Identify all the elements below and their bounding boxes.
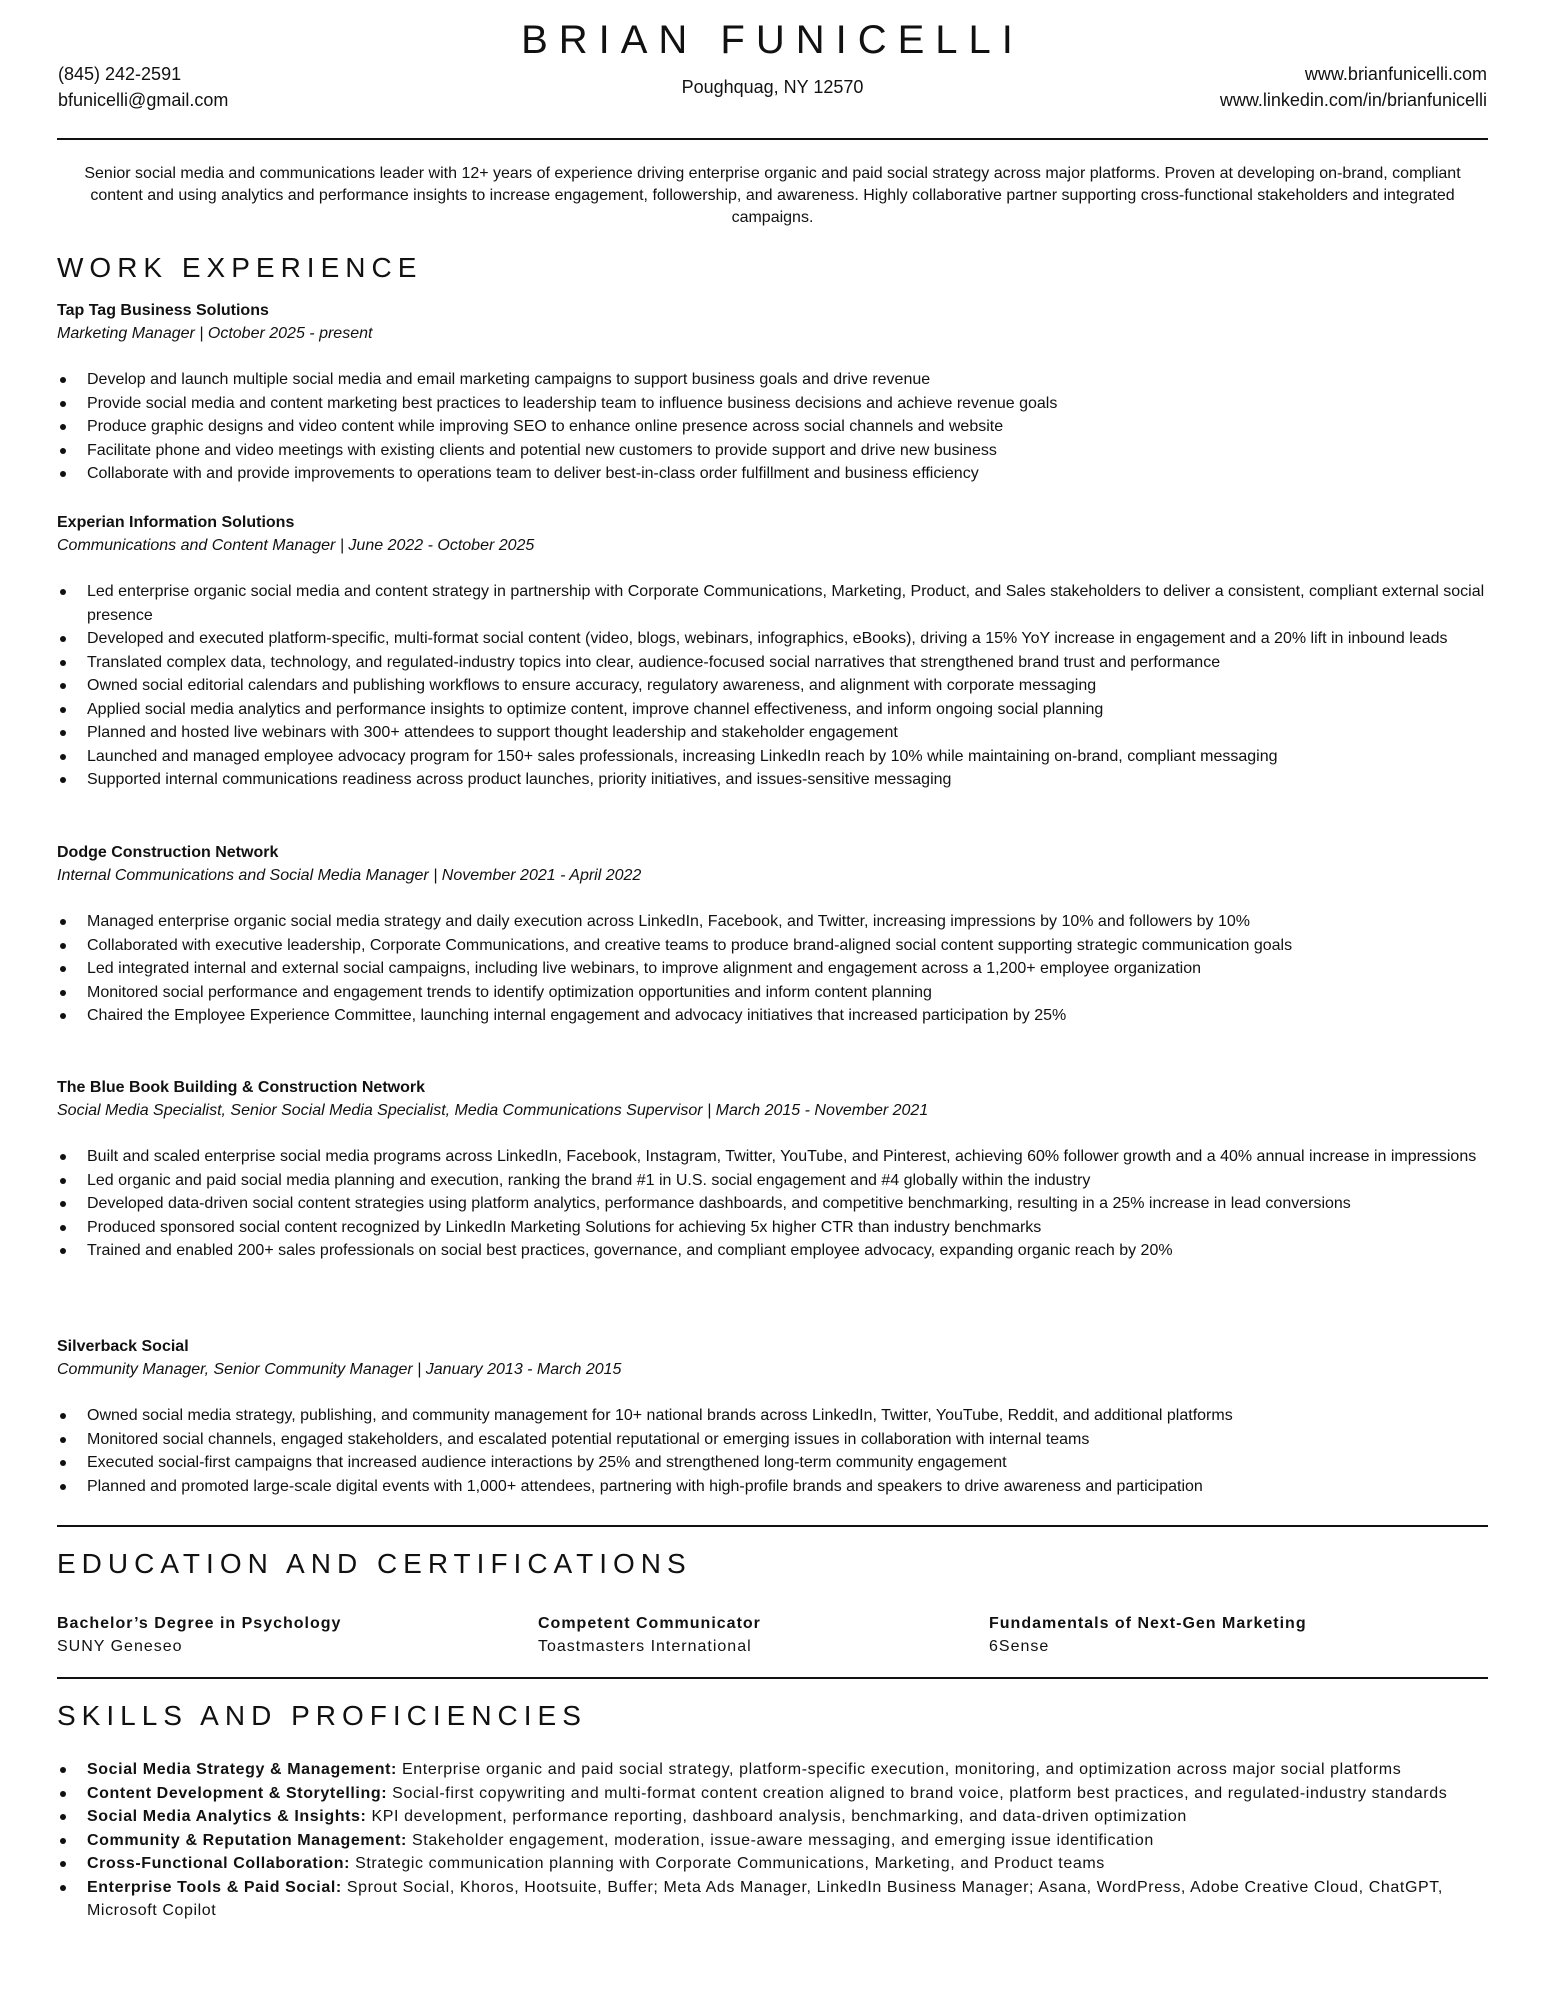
list-item: Planned and promoted large-scale digital events with 1,000+ attendees, partnering with high-profile brands and speakers to drive awareness and participation	[87, 1475, 1497, 1499]
list-item	[87, 1829, 1497, 1853]
skills-heading: SKILLS AND PROFICIENCIES	[57, 1700, 587, 1731]
degree-title: Fundamentals of Next-Gen Marketing	[989, 1615, 1307, 1632]
skill-label: Cross-Functional Collaboration:	[87, 1855, 351, 1872]
list-item: Develop and launch multiple social media and email marketing campaigns to support business goals and drive revenue	[87, 368, 1497, 392]
list-item: Launched and managed employee advocacy program for 150+ sales professionals, increasing LinkedIn reach by 10% while maintaining on-brand, compliant messaging	[87, 745, 1497, 769]
job-role: Marketing Manager | October 2025 - present	[57, 325, 373, 342]
list-item: Executed social-first campaigns that increased audience interactions by 25% and strengthened long-term community engagement	[87, 1451, 1497, 1475]
company-name: Silverback Social	[57, 1338, 189, 1355]
skill-text: Social-first copywriting and multi-format content creation aligned to brand voice, platform best practices, and regulated-industry standards	[387, 1784, 1448, 1802]
list-item	[87, 1782, 1497, 1806]
company-name: The Blue Book Building & Construction Network	[57, 1079, 425, 1096]
list-item: Monitored social channels, engaged stakeholders, and escalated potential reputational or emerging issues in collaboration with internal teams	[87, 1428, 1497, 1452]
degree-title: Bachelor’s Degree in Psychology	[57, 1615, 342, 1632]
job-role: Internal Communications and Social Media Manager | November 2021 - April 2022	[57, 867, 642, 884]
skill-text: KPI development, performance reporting, dashboard analysis, benchmarking, and data-driven optimization	[366, 1808, 1187, 1825]
education-heading: EDUCATION AND CERTIFICATIONS	[57, 1548, 692, 1579]
list-item: Monitored social performance and engagement trends to identify optimization opportunities and inform content planning	[87, 981, 1497, 1005]
skill-label: Enterprise Tools & Paid Social:	[87, 1878, 342, 1896]
list-item	[87, 1758, 1497, 1782]
company-name: Experian Information Solutions	[57, 514, 295, 531]
job-entry	[57, 841, 1497, 1028]
job-bullets	[57, 910, 1497, 1028]
list-item: Managed enterprise organic social media strategy and daily execution across LinkedIn, Facebook, and Twitter, increasing impressions by 10% and followers by 10%	[87, 910, 1497, 934]
header-divider	[57, 138, 1488, 140]
list-item: Led organic and paid social media planning and execution, ranking the brand #1 in U.S. social engagement and #4 globally within the industry	[87, 1169, 1497, 1193]
list-item: Facilitate phone and video meetings with existing clients and potential new customers to provide support and drive new business	[87, 439, 1497, 463]
list-item: Led enterprise organic social media and content strategy in partnership with Corporate Communications, Marketing, Product, and Sales stakeholders to deliver a consistent, compliant external social presence	[87, 580, 1497, 627]
phone-link[interactable]: (845) 242-2591	[58, 64, 182, 84]
list-item	[87, 1876, 1497, 1923]
list-item: Led integrated internal and external social campaigns, including live webinars, to improve alignment and engagement across a 1,200+ employee organization	[87, 957, 1497, 981]
list-item: Applied social media analytics and performance insights to optimize content, improve channel effectiveness, and inform ongoing social planning	[87, 698, 1497, 722]
job-entry	[57, 1076, 1497, 1263]
email-link[interactable]: bfunicelli@gmail.com	[58, 90, 229, 110]
job-entry	[57, 1335, 1497, 1498]
skills-list-container	[57, 1758, 1497, 1923]
list-item: Planned and hosted live webinars with 300+ attendees to support thought leadership and stakeholder engagement	[87, 721, 1497, 745]
list-item: Owned social editorial calendars and publishing workflows to ensure accuracy, regulatory awareness, and alignment with corporate messaging	[87, 674, 1497, 698]
skill-label: Social Media Analytics & Insights:	[87, 1808, 367, 1825]
education-item	[538, 1612, 761, 1658]
education-item	[57, 1612, 341, 1658]
job-entry	[57, 511, 1497, 792]
company-name: Tap Tag Business Solutions	[57, 302, 269, 319]
company-name: Dodge Construction Network	[57, 844, 279, 861]
skill-label: Community & Reputation Management:	[87, 1831, 407, 1849]
list-item: Built and scaled enterprise social media programs across LinkedIn, Facebook, Instagram, Twitter, YouTube, and Pinterest, achieving 60% follower growth and a 40% annual increase in impressions	[87, 1145, 1497, 1169]
job-role: Communications and Content Manager | June 2022 - October 2025	[57, 537, 535, 554]
institution: Toastmasters International	[538, 1638, 752, 1655]
skill-label: Content Development & Storytelling:	[87, 1784, 388, 1802]
institution: 6Sense	[989, 1638, 1050, 1655]
job-bullets	[57, 1404, 1497, 1498]
job-bullets	[57, 1145, 1497, 1263]
job-role: Community Manager, Senior Community Manager | January 2013 - March 2015	[57, 1361, 622, 1378]
list-item: Collaborated with executive leadership, Corporate Communications, and creative teams to produce brand-aligned social content supporting strategic communication goals	[87, 934, 1497, 958]
list-item	[87, 1852, 1497, 1876]
skill-text: Stakeholder engagement, moderation, issue-aware messaging, and emerging issue identification	[406, 1831, 1154, 1849]
degree-title: Competent Communicator	[538, 1615, 761, 1632]
contact-left	[58, 61, 228, 113]
list-item: Produce graphic designs and video content while improving SEO to enhance online presence across social channels and website	[87, 415, 1497, 439]
list-item: Provide social media and content marketing best practices to leadership team to influence business decisions and achieve revenue goals	[87, 392, 1497, 416]
skill-label: Social Media Strategy & Management:	[87, 1761, 397, 1778]
skills-list	[57, 1758, 1497, 1923]
resume-header	[0, 0, 1545, 128]
list-item: Developed data-driven social content strategies using platform analytics, performance dashboards, and competitive benchmarking, resulting in a 25% increase in lead conversions	[87, 1192, 1497, 1216]
work-experience-heading: WORK EXPERIENCE	[57, 252, 423, 283]
skill-text: Sprout Social, Khoros, Hootsuite, Buffer; Meta Ads Manager, LinkedIn Business Manager; Asana, WordPress, Adobe Creative Cloud, ChatGPT, Microsoft Copilot	[87, 1878, 1443, 1919]
education-item	[989, 1612, 1307, 1658]
list-item: Owned social media strategy, publishing, and community management for 10+ national brands across LinkedIn, Twitter, YouTube, Reddit, and additional platforms	[87, 1404, 1497, 1428]
institution: SUNY Geneseo	[57, 1638, 183, 1655]
list-item: Produced sponsored social content recognized by LinkedIn Marketing Solutions for achieving 5x higher CTR than industry benchmarks	[87, 1216, 1497, 1240]
skill-text: Strategic communication planning with Corporate Communications, Marketing, and Product teams	[350, 1855, 1105, 1872]
job-entry	[57, 299, 1497, 486]
candidate-name: BRIAN FUNICELLI	[521, 18, 1024, 62]
location: Poughquag, NY 12570	[681, 77, 864, 97]
website-link[interactable]: www.brianfunicelli.com	[1304, 64, 1487, 84]
summary: Senior social media and communications leader with 12+ years of experience driving enterprise organic and paid social strategy across major platforms. Proven at developing on-brand, compliant content and using analytics and performance insights to increase engagement, followership, and awareness. Highly collaborative partner supporting cross-functional stakeholders and integrated campaigns.	[84, 165, 1461, 226]
list-item: Chaired the Employee Experience Committee, launching internal engagement and advocacy initiatives that increased participation by 25%	[87, 1004, 1497, 1028]
job-bullets	[57, 580, 1497, 792]
job-role: Social Media Specialist, Senior Social Media Specialist, Media Communications Supervisor | March 2015 - November 2021	[57, 1102, 929, 1119]
list-item: Translated complex data, technology, and regulated-industry topics into clear, audience-focused social narratives that strengthened brand trust and performance	[87, 651, 1497, 675]
contact-right	[1220, 61, 1487, 113]
list-item: Developed and executed platform-specific, multi-format social content (video, blogs, webinars, infographics, eBooks), driving a 15% YoY increase in engagement and a 20% lift in inbound leads	[87, 627, 1497, 651]
section-divider	[57, 1525, 1488, 1527]
skill-text: Enterprise organic and paid social strategy, platform-specific execution, monitoring, and optimization across major social platforms	[396, 1761, 1402, 1778]
linkedin-link[interactable]: www.linkedin.com/in/brianfunicelli	[1219, 90, 1487, 110]
job-bullets	[57, 368, 1497, 486]
section-divider	[57, 1677, 1488, 1679]
list-item: Collaborate with and provide improvements to operations team to deliver best-in-class order fulfillment and business efficiency	[87, 462, 1497, 486]
list-item: Trained and enabled 200+ sales professionals on social best practices, governance, and compliant employee advocacy, expanding organic reach by 20%	[87, 1239, 1497, 1263]
list-item: Supported internal communications readiness across product launches, priority initiatives, and issues-sensitive messaging	[87, 768, 1497, 792]
list-item	[87, 1805, 1497, 1829]
